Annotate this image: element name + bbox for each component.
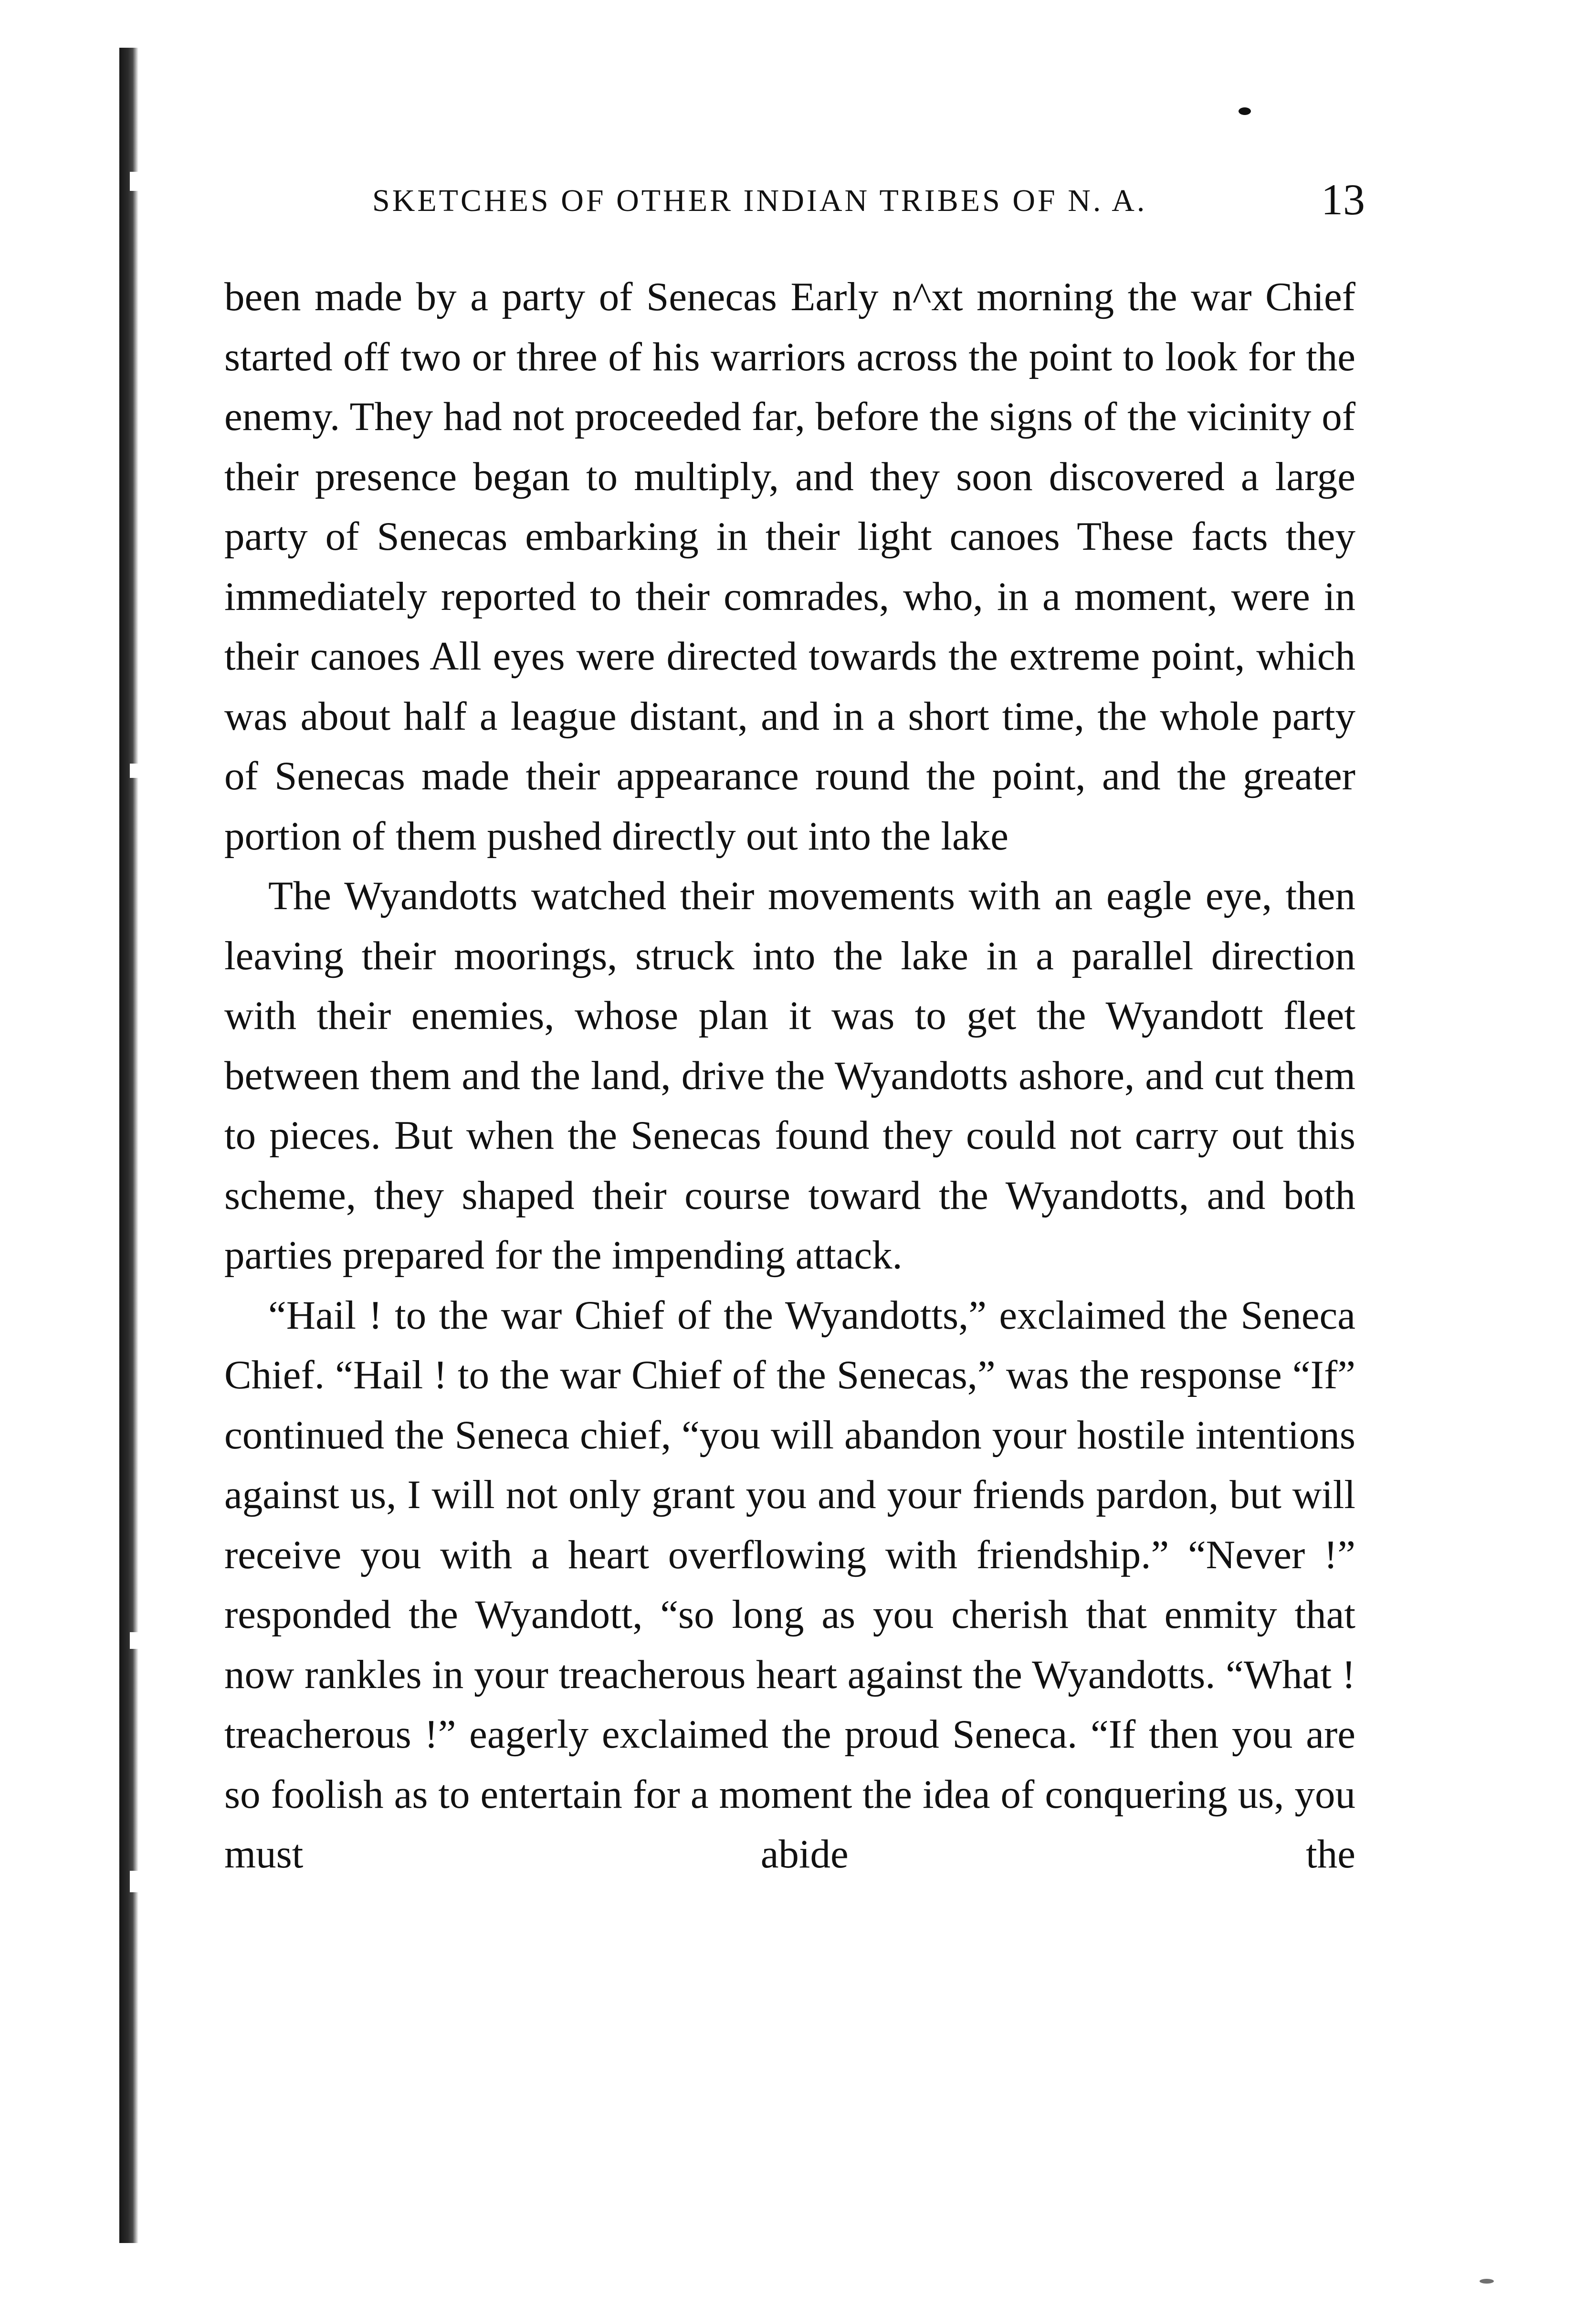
ink-speck: [1480, 2279, 1494, 2284]
paragraph: “Hail ! to the war Chief of the Wyandotts,” exclaimed the Seneca Chief. “Hail ! to the war Chief of the Senecas,” was the response “If” continued the Seneca chief, “you will abandon your hostile intentions against us, I will not only grant you and your friends pardon, but will receive you with a heart overflowing with friendship.” “Never !” responded the Wyandott, “so long as you cherish that enmity that now rankles in your treacherous heart against the Wyandotts. “What ! treacherous !” eagerly exclaimed the proud Seneca. “If then you are so foolish as to entertain for a moment the idea of conquering us, you must abide the: [224, 1292, 1355, 1877]
running-title: SKETCHES OF OTHER INDIAN TRIBES OF N. A.: [372, 183, 1147, 218]
binding-notch: [130, 1632, 140, 1649]
binding-notch: [130, 764, 140, 778]
body-text: [224, 267, 1355, 1885]
paragraph: been made by a party of Senecas Early n^xt morning the war Chief started off two or three of his warriors across the point to look for the enemy. They had not proceeded far, before the signs of the vicinity of their presence began to multiply, and they soon discovered a large party of Senecas embarking in their light canoes These facts they immediately reported to their comrades, who, in a moment, were in their canoes All eyes were directed towards the extreme point, which was about half a league distant, and in a short time, the whole party of Senecas made their appearance round the point, and the greater portion of them pushed directly out into the lake: [224, 274, 1355, 859]
paragraph: The Wyandotts watched their movements with an eagle eye, then leaving their moorings, struck into the lake in a parallel direction with their enemies, whose plan it was to get the Wyandott fleet between them and the land, drive the Wyandotts ashore, and cut them to pieces. But when the Senecas found they could not carry out this scheme, they shaped their course toward the Wyandotts, and both parties prepared for the impending attack.: [224, 873, 1355, 1278]
page-number: 13: [1321, 175, 1365, 224]
binding-notch: [130, 172, 140, 191]
binding-notch: [130, 1871, 140, 1892]
ink-speck: [1239, 107, 1251, 115]
binding-edge: [119, 48, 138, 2243]
running-head: [372, 174, 1365, 227]
